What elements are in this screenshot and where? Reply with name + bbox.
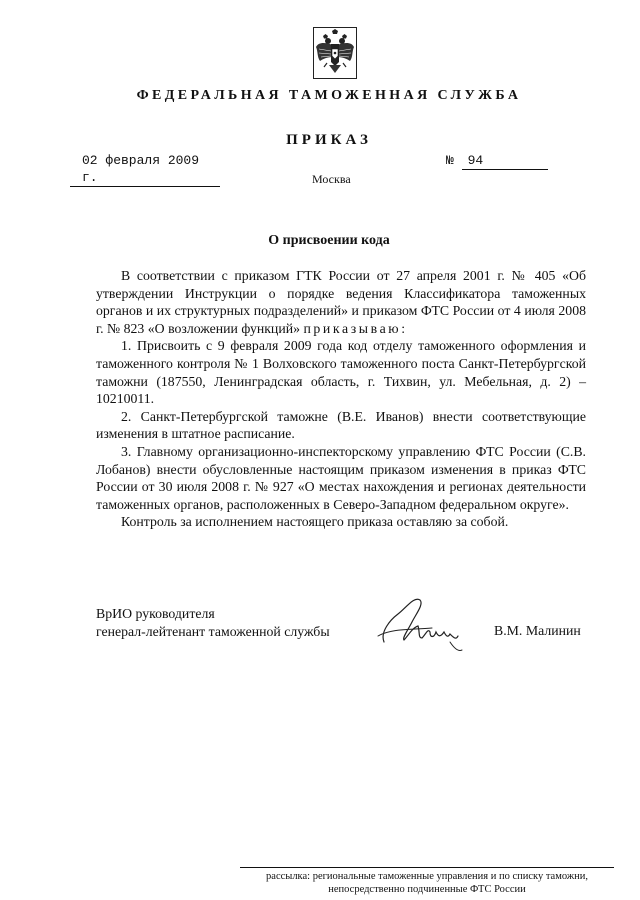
control-clause: Контроль за исполнением настоящего приказа оставляю за собой. [121, 514, 509, 530]
number-sign: № [446, 153, 454, 168]
document-subject: О присвоении кода [268, 233, 390, 248]
order-item-3: 3. Главному организационно-инспекторскому управлению ФТС России (С.В. Лобанов) внести обусловленные настоящим приказом изменения в приказ ФТС России от 30 июля 2008 г. № 927 «О местах нахождения и регионах деятельности таможенных органов, расположенных в Северо-Западном федеральном округе». [96, 443, 586, 512]
order-item-1: 1. Присвоить с 9 февраля 2009 года код отделу таможенного оформления и таможенного контроля № 1 Волховского таможенного поста Санкт-Петербургской таможни (187550, Ленинградская область, г. Тихвин, ул. Мебельная, д. 2) – 10210011. [96, 338, 586, 407]
distribution-line-1: рассылка: региональные таможенные управления и по списку таможни, [266, 871, 588, 882]
document-type-title: ПРИКАЗ [286, 132, 372, 148]
coat-of-arms-emblem-icon [313, 27, 357, 79]
agency-name: ФЕДЕРАЛЬНАЯ ТАМОЖЕННАЯ СЛУЖБА [136, 88, 522, 103]
order-item-2: 2. Санкт-Петербургской таможне (В.Е. Иванов) внести соответствующие изменения в штатное расписание. [96, 408, 586, 442]
order-date: 02 февраля 2009 г. [70, 152, 220, 187]
signatory-position [96, 605, 330, 641]
distribution-line-2: непосредственно подчиненные ФТС России [328, 884, 526, 895]
signatory-position-line-1: ВрИО руководителя [96, 606, 215, 621]
document-body [96, 267, 586, 531]
signatory-name: В.М. Малинин [494, 623, 581, 638]
order-word: приказываю: [303, 320, 408, 336]
footer-divider [240, 867, 614, 868]
order-number-block [446, 152, 564, 170]
intro-paragraph [96, 267, 586, 337]
intro-text: В соответствии с приказом ГТК России от 27 апреля 2001 г. № 405 «Об утверждении Инструкции о порядке ведения Классификатора таможенных органов и их структурных подразделений» и приказом ФТС России от 4 июля 2008 г. № 823 «О возложении функций» [96, 268, 586, 336]
handwritten-signature [372, 592, 472, 662]
distribution-list [240, 870, 614, 896]
issue-city: Москва [312, 172, 351, 186]
signatory-position-line-2: генерал-лейтенант таможенной службы [96, 624, 330, 639]
order-number: 94 [462, 152, 548, 170]
